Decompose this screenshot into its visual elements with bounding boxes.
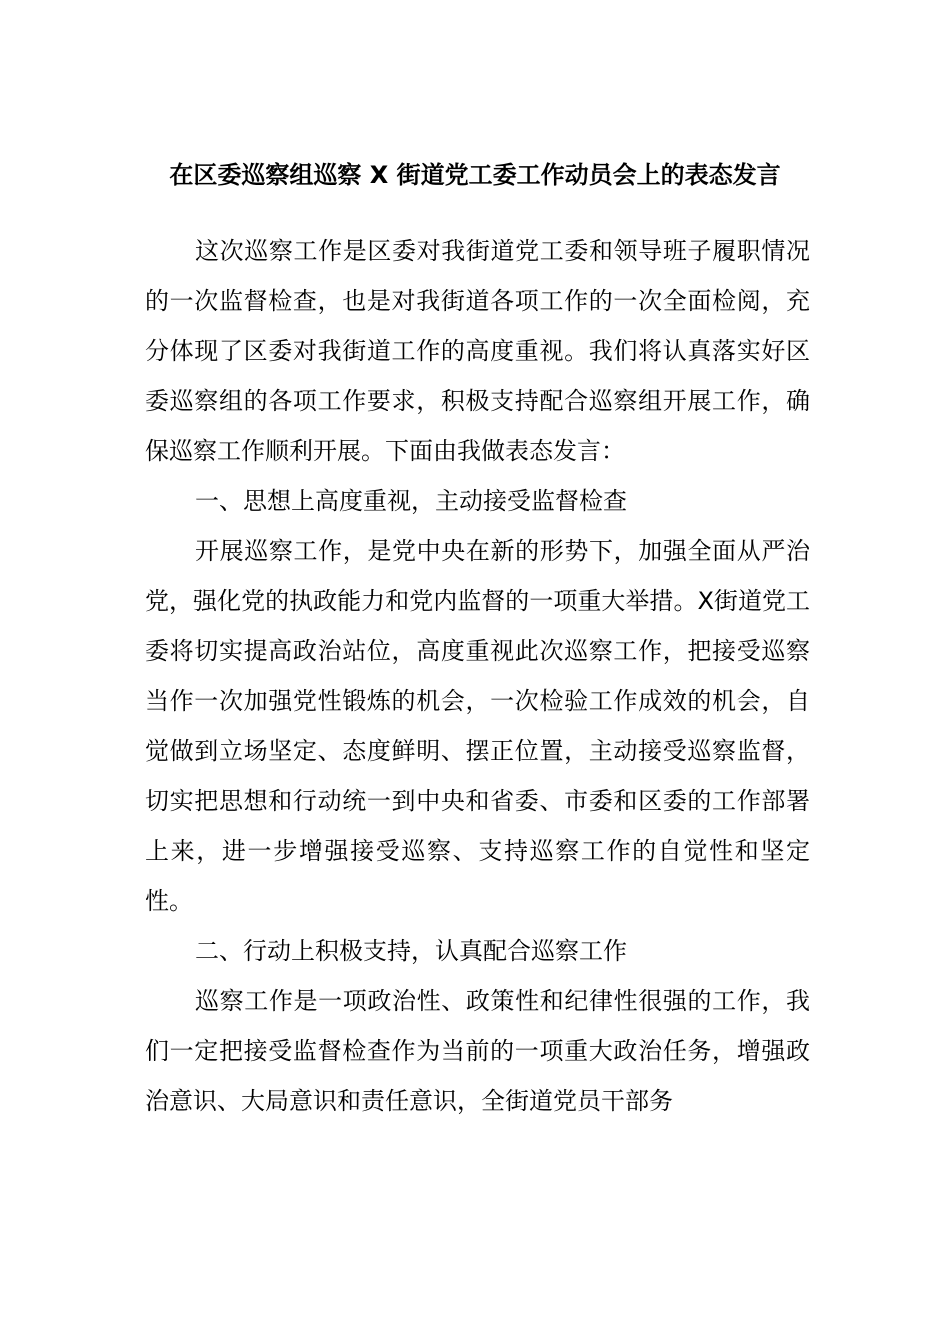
document-body (145, 226, 810, 1126)
document-title: 在区委巡察组巡察 X 街道党工委工作动员会上的表态发言 (169, 161, 781, 189)
paragraph-section-1: 开展巡察工作，是党中央在新的形势下，加强全面从严治党，强化党的执政能力和党内监督的一项重大举措。X街道党工委将切实提高政治站位，高度重视此次巡察工作，把接受巡察当作一次加强党性锻炼的机会，一次检验工作成效的机会，自觉做到立场坚定、态度鲜明、摆正位置，主动接受巡察监督，切实把思想和行动统一到中央和省委、市委和区委的工作部署上来，进一步增强接受巡察、支持巡察工作的自觉性和坚定性。 (145, 537, 810, 915)
paragraph-section-2: 巡察工作是一项政治性、政策性和纪律性很强的工作，我们一定把接受监督检查作为当前的一项重大政治任务，增强政治意识、大局意识和责任意识，全街道党员干部务 (145, 987, 810, 1115)
section-heading-2: 二、行动上积极支持，认真配合巡察工作 (195, 937, 627, 965)
paragraph-intro: 这次巡察工作是区委对我街道党工委和领导班子履职情况的一次监督检查，也是对我街道各项工作的一次全面检阅，充分体现了区委对我街道工作的高度重视。我们将认真落实好区委巡察组的各项工作要求，积极支持配合巡察组开展工作，确保巡察工作顺利开展。下面由我做表态发言： (145, 237, 810, 465)
section-heading-1: 一、思想上高度重视，主动接受监督检查 (195, 487, 627, 515)
